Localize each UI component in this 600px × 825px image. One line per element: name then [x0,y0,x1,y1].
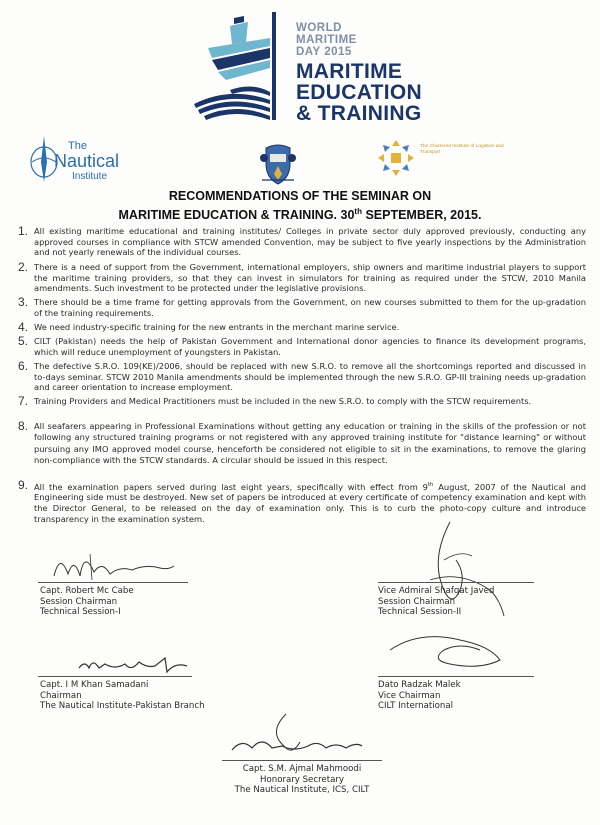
item-number: 5. [18,334,29,348]
item-number: 3. [18,295,29,309]
cilt-arrows-icon [376,138,416,178]
signatory-role: Session Chairman [378,596,456,607]
signature-malek-icon [380,620,510,676]
wmd-line-2: MARITIME [296,34,357,46]
item-text: All seafarers appearing in Professional Examinations without getting any education or training in the skills of the profession or not following any structured training programs or not registered with any approved training institute for "distance learning" or without pursuing any IMO approved model course, henceforth be considered not eligible to sit in the examinations, to remove the glaring non-compliance with the STCW standards. A circular should be issued in this respect. [34,421,586,466]
signature-line [378,676,534,677]
wmd-line-1: WORLD [296,22,342,34]
coat-of-arms-icon [258,142,298,186]
signatory-name: Capt. S.M. Ajmal Mahmoodi [242,764,362,774]
ni-the: The [68,140,87,152]
cilt-logo [376,138,506,182]
item-text: CILT (Pakistan) needs the help of Pakistan Government and International donor agencies to finance its development programs, which will reduce unemployment of youngsters in Pakistan. [34,336,586,357]
signatory-block [222,764,382,796]
item-number: 7. [18,394,29,408]
item-text: We need industry-specific training for the new entrants in the merchant marine service. [34,322,400,332]
item-number: 8. [18,419,29,433]
item-number: 9. [18,478,29,492]
theme-line-1: MARITIME [296,60,403,83]
signatory-role: Session Chairman [40,596,118,607]
signature-mahmoodi-icon [222,712,372,762]
signatory-block [40,680,205,712]
signatory-name: Capt. I M Khan Samadani [40,680,149,690]
signatory-block [378,586,494,618]
signature-line [222,760,382,761]
title-line-1: RECOMMENDATIONS OF THE SEMINAR ON [168,189,432,203]
signatory-name: Dato Radzak Malek [378,680,461,690]
item-number: 4. [18,320,29,334]
signature-line [38,676,192,677]
signatory-org: Technical Session-II [378,607,462,618]
item-number: 6. [18,359,29,373]
signatory-name: Vice Admiral Shafqat Javed [378,586,495,596]
ship-book-logo [190,8,310,128]
signatory-block [378,680,461,712]
title-line-2: MARITIME EDUCATION & TRAINING. 30th SEPTEMBER, 2015. [118,207,482,223]
world-maritime-day-wordmark [296,22,422,124]
item-text: The defective S.R.O. 109(KE)/2006, should be replaced with new S.R.O. to remove all the shortcomings reported and discussed in to-days seminar. STCW 2010 Manila amendments should be implemented through the new S.R.O. GP-III training needs up-gradation and career orientation to increase employment. [34,361,586,393]
item-text: There is a need of support from the Government, international employers, ship owners and maritime industrial players to support the maritime training providers, so that they can invest in simulators for training as required under the STCW, 2010 Manila amendments. Such investment to be protected under the legislative provisions. [34,262,586,294]
item-text: There should be a time frame for getting approvals from the Government, on new courses submitted to them for the up-gradation of the training requirements. [34,297,586,318]
cilt-name: The Chartered Institute of Logistics and Transport [420,144,504,155]
signatory-role: Chairman [40,690,82,701]
signatory-block [40,586,134,618]
theme-line-3: & TRAINING [296,102,422,125]
document-title [0,188,600,223]
item-text: All existing maritime educational and training institutes/ Colleges in private sector duly approved previously, conducting any approved courses in compliance with STCW amended Convention, may be subject to five yearly inspections by the Administration and not yearly renewals of the individual courses. [34,226,586,258]
signature-mccabe-icon [50,546,180,586]
theme-line-2: EDUCATION [296,81,422,104]
item-number: 1. [18,224,29,238]
item-text: Training Providers and Medical Practitioners must be included in the new S.R.O. to comply with the STCW requirements. [34,396,532,406]
signatory-org: CILT International [378,701,453,712]
signatory-role: Honorary Secretary [260,774,344,785]
wmd-line-3: DAY 2015 [296,46,352,58]
signature-samadani-icon [75,652,205,676]
signatory-org: The Nautical Institute-Pakistan Branch [40,701,205,712]
nautical-institute-logo [28,132,138,190]
item-text: All the examination papers served during last eight years, specifically with effect from 9th August, 2007 of the Nautical and Engineering side must be destroyed. New set of papers be introduced at every certificate of competency examination and kept with the Director General, to be released on the day of examination only. This is to curb the photo-copy culture and introduce transparency in the examination system. [34,481,586,524]
signature-line [378,582,534,583]
signature-line [38,582,188,583]
signatory-name: Capt. Robert Mc Cabe [40,586,134,596]
signatory-role: Vice Chairman [378,690,441,701]
item-number: 2. [18,260,29,274]
signatory-org: Technical Session-I [40,607,121,618]
ni-institute: Institute [72,171,108,182]
ni-nautical: Nautical [54,151,120,171]
signatory-org: The Nautical Institute, ICS, CILT [234,785,370,796]
